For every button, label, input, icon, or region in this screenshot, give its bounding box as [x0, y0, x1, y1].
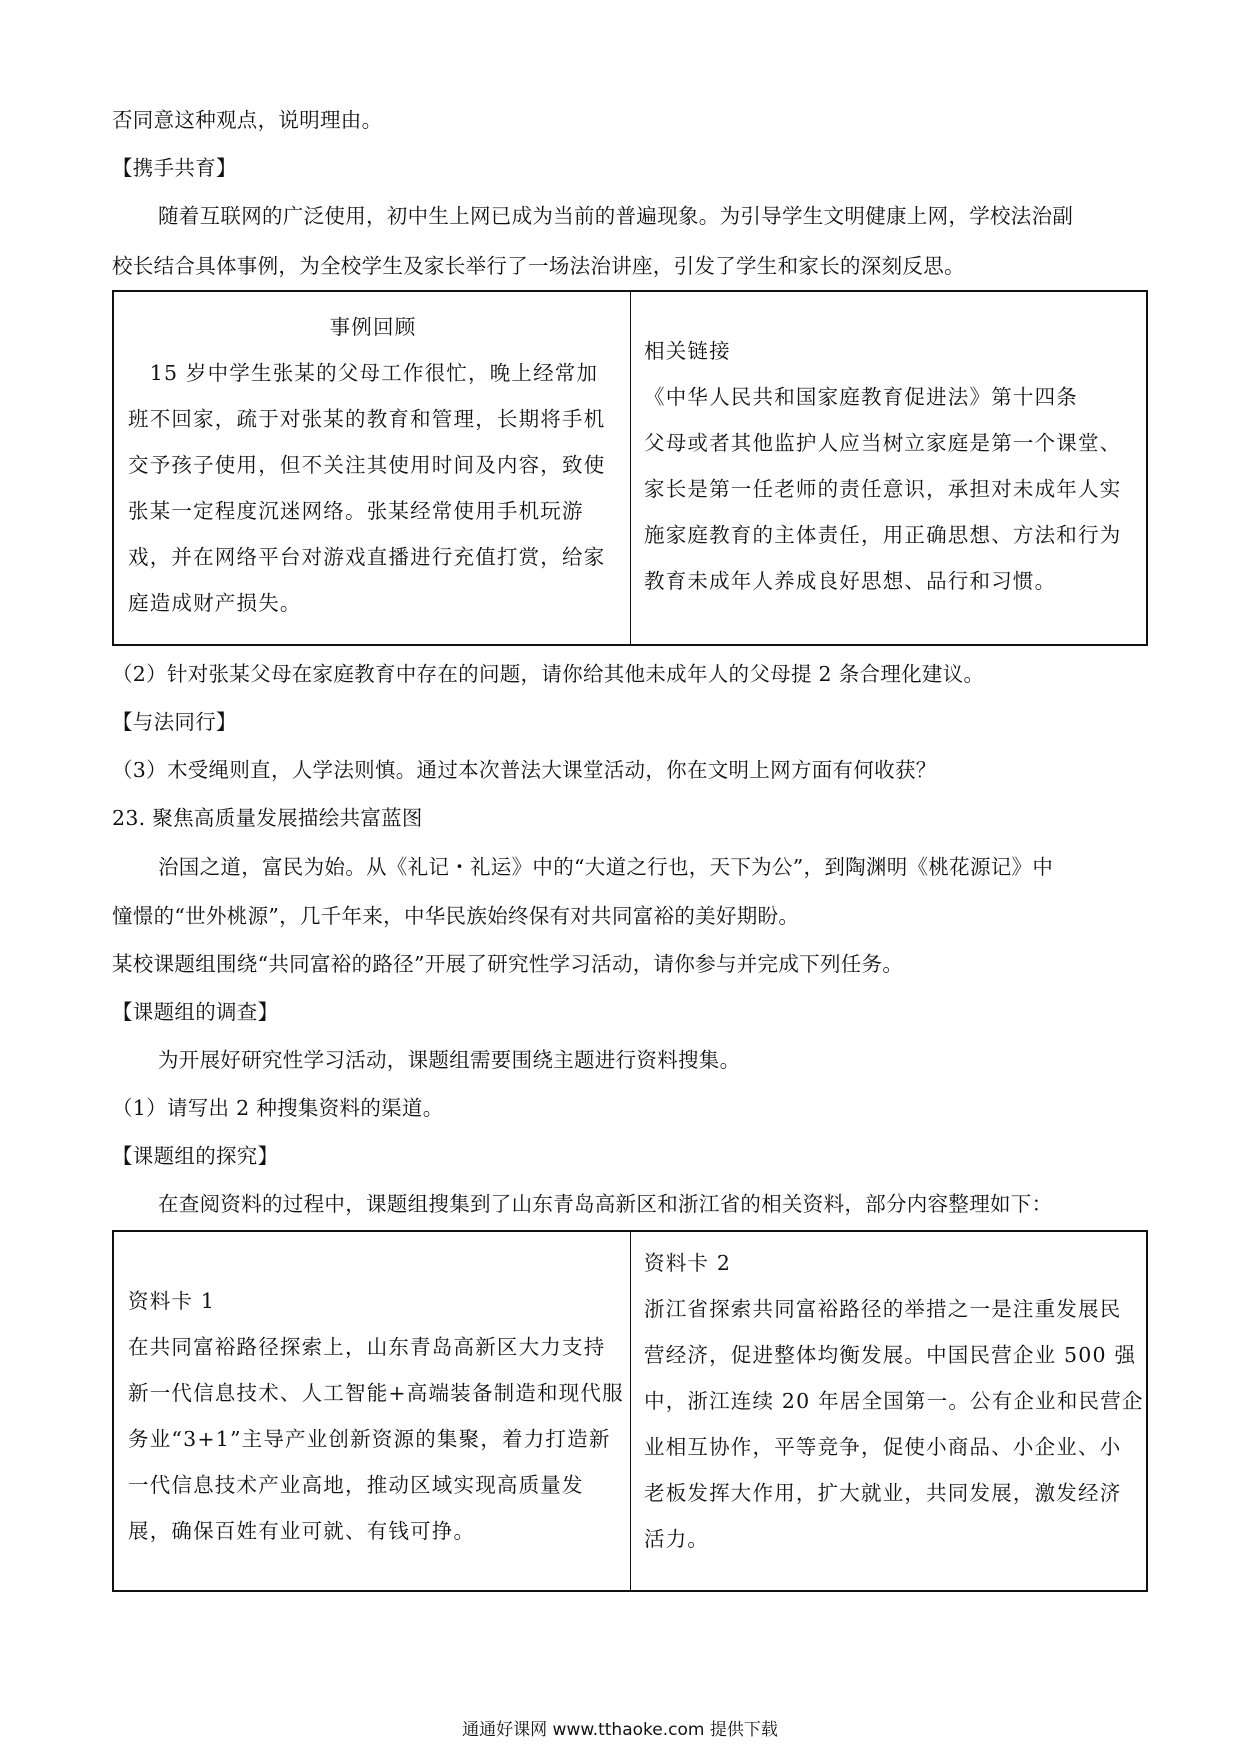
survey-text: 为开展好研究性学习活动，课题组需要围绕主题进行资料搜集。 — [158, 1048, 741, 1072]
material-card-2-line: 老板发挥大作用，扩大就业，共同发展，激发经济 — [644, 1481, 1122, 1505]
material-card-2-line: 营经济，促进整体均衡发展。中国民营企业 500 强 — [644, 1343, 1137, 1367]
material-card-1-line: 在共同富裕路径探索上，山东青岛高新区大力支持 — [128, 1335, 606, 1359]
case-review-line: 交予孩子使用，但不关注其使用时间及内容，致使 — [128, 453, 606, 477]
case-table — [112, 290, 1148, 646]
q23-intro-line-1: 治国之道，富民为始。从《礼记・礼运》中的“大道之行也，天下为公”，到陶渊明《桃花源记》中 — [158, 855, 1054, 879]
page-footer: 通通好课网 www.tthaoke.com 提供下载 — [462, 1720, 778, 1740]
q22-intro-line-1: 随着互联网的广泛使用，初中生上网已成为当前的普遍现象。为引导学生文明健康上网，学校法治副 — [158, 204, 1074, 228]
material-card-1 — [128, 1278, 624, 1554]
material-card-1-line: 展，确保百姓有业可就、有钱可挣。 — [128, 1519, 476, 1543]
q22-question-2: （2）针对张某父母在家庭教育中存在的问题，请你给其他未成年人的父母提 2 条合理化建议。 — [112, 662, 985, 686]
material-card-1-line: 资料卡 1 — [128, 1289, 216, 1313]
material-card-2 — [644, 1240, 1144, 1562]
q23-intro-line-3: 某校课题组围绕“共同富裕的路径”开展了研究性学习活动，请你参与并完成下列任务。 — [112, 952, 904, 976]
q23-intro-line-2: 憧憬的“世外桃源”，几千年来，中华民族始终保有对共同富裕的美好期盼。 — [112, 904, 800, 928]
related-link-line: 父母或者其他监护人应当树立家庭是第一个课堂、 — [644, 431, 1122, 455]
case-review-cell — [128, 304, 618, 626]
explore-text: 在查阅资料的过程中，课题组搜集到了山东青岛高新区和浙江省的相关资料，部分内容整理如下： — [158, 1192, 1053, 1216]
q22-intro-line-2: 校长结合具体事例，为全校学生及家长举行了一场法治讲座，引发了学生和家长的深刻反思。 — [112, 254, 965, 278]
case-review-line: 戏，并在网络平台对游戏直播进行充值打赏，给家 — [128, 545, 606, 569]
material-card-2-line: 资料卡 2 — [644, 1251, 732, 1275]
case-review-line: 张某一定程度沉迷网络。张某经常使用手机玩游 — [128, 499, 584, 523]
material-card-2-line: 中，浙江连续 20 年居全国第一。公有企业和民营企 — [644, 1389, 1144, 1413]
q23-question-1: （1）请写出 2 种搜集资料的渠道。 — [112, 1096, 444, 1120]
section-heading-together: 【携手共育】 — [112, 156, 237, 180]
material-card-table — [112, 1230, 1148, 1592]
case-review-line: 班不回家，疏于对张某的教育和管理，长期将手机 — [128, 407, 606, 431]
q22-question-3: （3）木受绳则直，人学法则慎。通过本次普法大课堂活动，你在文明上网方面有何收获？ — [112, 758, 937, 782]
table-divider — [630, 1232, 631, 1590]
q23-title: 23. 聚焦高质量发展描绘共富蓝图 — [112, 806, 423, 830]
related-link-line: 《中华人民共和国家庭教育促进法》第十四条 — [644, 385, 1078, 409]
material-card-1-line: 新一代信息技术、人工智能+高端装备制造和现代服 — [128, 1381, 624, 1405]
section-heading-survey: 【课题组的调查】 — [112, 1000, 279, 1024]
q22-continuation: 否同意这种观点，说明理由。 — [112, 108, 383, 132]
table-divider — [630, 292, 631, 644]
case-review-title: 事例回顾 — [329, 315, 417, 339]
related-link-line: 相关链接 — [644, 339, 731, 363]
related-link-line: 教育未成年人养成良好思想、品行和习惯。 — [644, 569, 1057, 593]
material-card-2-line: 活力。 — [644, 1527, 710, 1551]
case-review-line: 庭造成财产损失。 — [128, 591, 302, 615]
related-link-line: 施家庭教育的主体责任，用正确思想、方法和行为 — [644, 523, 1122, 547]
related-link-cell — [644, 328, 1140, 604]
material-card-2-line: 业相互协作，平等竞争，促使小商品、小企业、小 — [644, 1435, 1122, 1459]
related-link-line: 家长是第一任老师的责任意识，承担对未成年人实 — [644, 477, 1122, 501]
material-card-1-line: 一代信息技术产业高地，推动区域实现高质量发 — [128, 1473, 584, 1497]
section-heading-law: 【与法同行】 — [112, 710, 237, 734]
section-heading-explore: 【课题组的探究】 — [112, 1144, 279, 1168]
material-card-1-line: 务业“3+1”主导产业创新资源的集聚，着力打造新 — [128, 1427, 611, 1451]
material-card-2-line: 浙江省探索共同富裕路径的举措之一是注重发展民 — [644, 1297, 1122, 1321]
case-review-line: 15 岁中学生张某的父母工作很忙，晚上经常加 — [128, 361, 599, 385]
